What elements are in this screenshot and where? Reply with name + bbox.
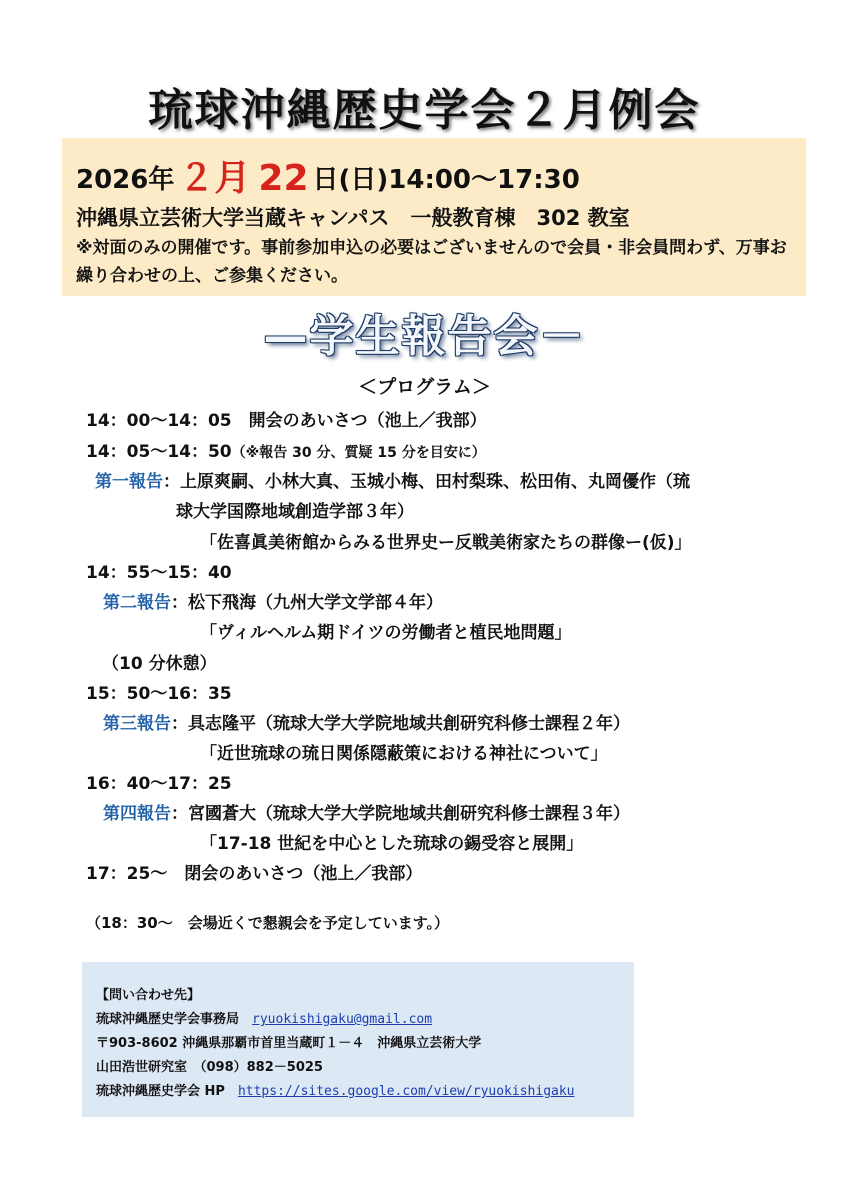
event-subtitle: —学生報告会－ [263, 311, 586, 362]
session4-time: 16：40～17：25 [86, 774, 232, 794]
event-venue: 沖縄県立芸術大学当蔵キャンパス 一般教育棟 302 教室 [76, 206, 630, 230]
report4 [103, 799, 630, 824]
break-note: （10 分休憩） [102, 654, 217, 674]
report1 [95, 467, 690, 492]
report3-label: 第三報告 [103, 714, 171, 734]
report2-label: 第二報告 [103, 593, 171, 613]
contact-email-link[interactable]: ryuokishigaku@gmail.com [252, 1012, 433, 1027]
contact-office [96, 1008, 432, 1027]
report1-presenters: ：上原爽嗣、小林大真、玉城小梅、田村梨珠、松田侑、丸岡優作（琉 [163, 472, 690, 492]
event-year: 2026年 [76, 165, 175, 195]
report2-title: 「ヴィルヘルム期ドイツの労働者と植民地問題」 [200, 623, 572, 643]
reception-note: （18：30～ 会場近くで懇親会を予定しています。） [86, 914, 450, 932]
report3 [103, 709, 630, 734]
contact-lab: 山田浩世研究室 （098）882－5025 [96, 1060, 323, 1075]
contact-hp-link[interactable]: https://sites.google.com/view/ryuokishigaku [237, 1084, 575, 1099]
session1-time: 14：05～14：50 [86, 442, 232, 462]
report1-presenters-cont: 球大学国際地域創造学部３年） [176, 502, 414, 522]
report2 [103, 588, 443, 613]
contact-hp [96, 1080, 575, 1099]
session3-time: 15：50～16：35 [86, 684, 232, 704]
program-closing: 17：25～ 閉会のあいさつ（池上／我部） [86, 864, 423, 884]
contact-address: 〒903-8602 沖縄県那覇市首里当蔵町１－４ 沖縄県立芸術大学 [96, 1036, 482, 1051]
event-info-banner [62, 138, 806, 296]
event-note: ※対面のみの開催です。事前参加申込の必要はございませんので会員・非会員問わず、万事お繰り合わせの上、ご参集ください。 [76, 238, 787, 286]
event-time: 日(日)14:00～17:30 [312, 165, 580, 195]
report2-presenter: ：松下飛海（九州大学文学部４年） [171, 593, 443, 613]
report1-label: 第一報告 [95, 472, 163, 492]
contact-box [82, 962, 634, 1117]
session2-time: 14：55～15：40 [86, 563, 232, 583]
session1-note: （※報告 30 分、質疑 15 分を目安に） [231, 445, 486, 461]
event-month: ２月 [178, 158, 251, 199]
event-date [76, 150, 580, 201]
report4-title: 「17-18 世紀を中心とした琉球の錫受容と展開」 [200, 834, 584, 854]
report3-presenter: ：具志隆平（琉球大学大学院地域共創研究科修士課程２年） [171, 714, 630, 734]
report3-title: 「近世琉球の琉日関係隠蔽策における神社について」 [200, 744, 608, 764]
event-day: 22 [258, 158, 309, 199]
report4-label: 第四報告 [103, 804, 171, 824]
program-session1 [86, 437, 486, 462]
report4-presenter: ：宮國蒼大（琉球大学大学院地域共創研究科修士課程３年） [171, 804, 630, 824]
program-heading: ＜プログラム＞ [358, 376, 491, 398]
report1-title: 「佐喜眞美術館からみる世界史ー反戦美術家たちの群像ー(仮)」 [200, 533, 692, 553]
contact-office-name: 琉球沖縄歴史学会事務局 [96, 1012, 240, 1027]
program-opening: 14：00～14：05 開会のあいさつ（池上／我部） [86, 411, 487, 431]
contact-hp-label: 琉球沖縄歴史学会 HP [96, 1084, 225, 1099]
page-title: 琉球沖縄歴史学会２月例会 [148, 85, 701, 136]
contact-heading: 【問い合わせ先】 [96, 988, 201, 1003]
